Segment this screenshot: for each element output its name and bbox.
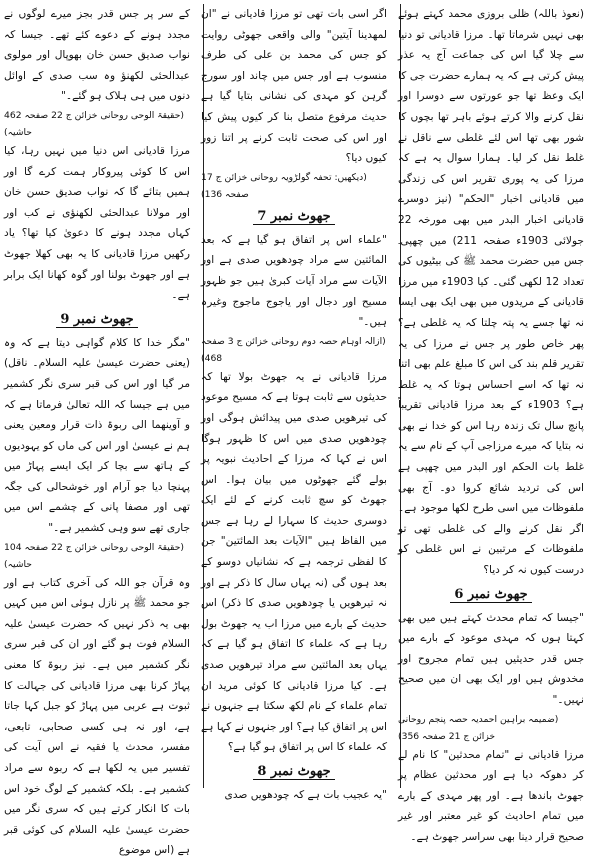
reference-citation: (ضمیمہ براہین احمدیہ حصہ پنجم روحانی خزائن ج 21 صفحہ 356) xyxy=(398,713,559,742)
reference-citation: (حقیقۃ الوحی روحانی خزائن ج 22 صفحہ 104 حاشیہ) xyxy=(4,541,184,570)
reference-citation: (حقیقۃ الوحی روحانی خزائن ج 22 صفحہ 462 حاشیہ) xyxy=(4,109,184,138)
paragraph: مرزا قادیانی اس دنیا میں نہیں رہا، کیا اس کا کوئی پیروکار ہمت کرے گا اور ہمیں بتائے گا کہ نواب صدیق حسن خان اور مولانا عبدالحئی لکھنؤی نے کب اور کہاں مجدد ہونے کا دعویٰ کیا تھا؟ یاد رکھیں مرزا قادیانی کا یہ بھی کھلا جھوٹ ہے اور جھوٹ بولنا اور گوہ کھانا ایک برابر ہے۔ xyxy=(4,144,190,302)
quotation: "یہ عجیب بات ہے کہ چودھویں صدی xyxy=(224,789,387,801)
section-heading-lie-8: جھوٹ نمبر 8 xyxy=(201,761,387,783)
reference-citation: (ازالہ اوہام حصہ دوم روحانی خزائن ج 3 صفحہ 468) xyxy=(201,335,386,364)
section-heading-lie-9: جھوٹ نمبر 9 xyxy=(4,309,190,331)
section-heading-lie-6: جھوٹ نمبر 6 xyxy=(398,584,584,606)
paragraph: وہ قرآن جو اللہ کی آخری کتاب ہے اور جو محمد ﷺ پر نازل ہوئی اس میں کہیں بھی یہ ذکر نہیں کہ حضرت عیسیٰ علیہ السلام فوت ہو گئے اور ان کی قبر سری نگر کشمیر میں ہے۔ نیز ربوۃ کا معنی پہاڑ کرنا بھی مرزا قادیانی کی جہالت کا ثبوت ہے عربی میں پہاڑ کو جبل کہا جاتا ہے، اور نہ ہی کسی صحابی، تابعی، مفسر، محدث یا فقیہ نے اس آیت کی تفسیر میں یہ لکھا ہے کہ ربوہ سے مراد کشمیر ہے۔ بلکہ کشمیر کے لوگ خود اس بات کا انکار کرتے ہیں کہ سری نگر میں حضرت عیسیٰ علیہ السلام کی کوئی قبر ہے (اس موضوع xyxy=(4,576,190,857)
quotation: "علماء اس پر اتفاق ہو گیا ہے کہ بعد المائتین سے مراد چودھویں صدی ہے اور الآیات سے مراد آیات کبریٰ ہیں جو ظہور مسیح اور دجال اور یاجوج ماجوج وغیرہ ہیں۔" xyxy=(201,233,387,329)
left-column xyxy=(4,4,190,857)
text-columns xyxy=(4,4,584,857)
reference-citation: (دیکھیں: تحفہ گولڑویہ روحانی خزائن ج 17 صفحہ 136) xyxy=(201,171,367,200)
quotation: "جیسا کہ تمام محدث کہتے ہیں میں بھی کہتا ہوں کہ مہدی موعود کے بارے میں جس قدر حدیثیں ہیں تمام مجروح اور مخدوش ہیں اور ایک بھی ان میں صحیح نہیں۔" xyxy=(398,611,584,706)
paragraph: مرزا قادیانی نے "تمام محدثین" کا نام لے کر دھوکہ دیا ہے اور محدثین عظام پر جھوٹ باندھا ہے۔ اور پھر مہدی کے بارے میں تمام احادیث کو غیر معتبر اور غیر صحیح قرار دینا بھی سراسر جھوٹ ہے۔ xyxy=(398,748,584,843)
section-heading-lie-7: جھوٹ نمبر 7 xyxy=(201,206,387,228)
paragraph: (نعوذ باللہ) ظلی بروزی محمد کہتے ہوئے بھی نہیں شرماتا تھا۔ مرزا قادیانی تو دنیا سے چلا گیا اس کی جماعت آج یہ عذر پیش کرتی ہے کہ یہ ہمارے حضرت جی کا ایک وعظ تھا جو عورتوں سے دوسرا اور نقل کرنے والا کرتے ہوئے باہر تھا بچوں کا شور بھی تھا اس لئے غلطی سے ناقل نے غلط نقل کر لیا۔ ہمارا سوال یہ ہے کہ مرزا کی یہ پوری تقریر اس کی زندگی میں قادیانی اخبار "الحکم" (نیز دوسرے قادیانی اخبار البدر میں بھی مورخہ 22 جولائی 1903ء صفحہ 211) میں چھپی۔ جس میں حضرت محمد ﷺ کی بیٹیوں کی تعداد 12 لکھی گئی۔ کیا 1903ء میں مرزا قادیانی کے مریدوں میں بھی ایک بھی ایسا نہ تھا جسے یہ پتہ چلتا کہ یہ غلطی ہے؟ پھر خاص طور پر جس نے مرزا کی یہ تقریر قلم بند کی اس کا مبلغ علم بھی اتنا نہ تھا کہ اسے احساس ہوتا کہ یہ غلط ہے؟ 1903ء کے بعد مرزا قادیانی تقریباً پانچ سال تک زندہ رہا اس کو خدا نے بھی نہ بتایا کہ میرے مرزاجی آپ کے نام سے یہ غلط بات الحکم اور البدر میں چھپی ہے اس کی تردید شائع کروا دو۔ آج بھی ملفوظات میں اسی طرح لکھا موجود ہے۔ اگر نقل کرنے والے کی غلطی تھی تو ملفوظات کے مرتبین نے اس غلطی کو درست کیوں نہ کر دیا؟ xyxy=(398,8,584,577)
paragraph: کے سر پر جس قدر بجز میرے لوگوں نے مجدد ہونے کے دعوے کئے تھے۔ جیسا کہ نواب صدیق حسن خان بھوپال اور مولوی عبدالحئی لکھنؤ وہ سب صدی کے اوائل دنوں میں ہی ہلاک ہو گئے۔" xyxy=(4,8,190,103)
right-column xyxy=(398,4,584,843)
middle-column xyxy=(201,4,387,801)
paragraph: مرزا قادیانی نے یہ جھوٹ بولا تھا کہ حدیثوں سے ثابت ہوتا ہے کہ مسیح موعود کی تیرھویں صدی میں پیدائش ہوگی اور چودھویں صدی میں اس کا ظہور ہوگا اس نے کہا کہ مرزا کے احادیث نبویہ پر بولے گئے جھوٹوں میں بیان ہوا۔ اس جھوٹ کو سچ ثابت کرنے کے لئے ایک دوسری حدیث کا سہارا لے رہا ہے جس میں الفاظ ہیں "الآیات بعد المائتین" جن کا لفظی ترجمہ ہے کہ نشانیاں دوسو کے بعد ہوں گی (نہ یہاں سال کا ذکر ہے اور نہ تیرھویں یا چودھویں صدی کا ذکر) اس حدیث کے بارے میں مرزا اب یہ جھوٹ بول رہا ہے کہ علماء کا اتفاق ہو گیا ہے کہ یہاں بعد المائتین سے مراد تیرھویں صدی ہے۔ کیا مرزا قادیانی کا کوئی مرید ان تمام علماء کے نام لکھ سکتا ہے جنہوں نے اس پر اتفاق کیا ہے؟ اور جنہوں نے کہا ہے کہ علماء کا اس پر اتفاق ہو گیا ہے؟ xyxy=(201,370,387,754)
paragraph: اگر اسی بات تھی تو مرزا قادیانی نے "ان لمھدینا آیتین" والی واقعی جھوٹی روایت کو جس کی محمد بن علی کی طرف منسوب ہے اور جس میں چاند اور سورج گرہن کو مہدی کی نشانی بتایا گیا ہے حدیث مرفوع متصل بنا کر کیوں پیش کیا اور اس کی صحت ثابت کرنے پر اتنا زور کیوں دیا؟ xyxy=(201,8,387,165)
quotation: "مگر خدا کا کلام گواہی دیتا ہے کہ وہ (یعنی حضرت عیسیٰ علیہ السلام۔ ناقل) مر گیا اور اس کی قبر سری نگر کشمیر میں ہے جیسا کہ اللہ تعالیٰ فرماتا ہے کہ و آوینھما الی ربوۃ ذات قرار ومعین یعنی ہم نے عیسیٰ اور اس کی ماں کو یہودیوں کے ہاتھ سے بچا کر ایک ایسے پہاڑ میں پہنچا دیا جو آرام اور خوشحالی کی جگہ تھی اور مصفا پانی کے چشمے اس میں جاری تھے سو وہی کشمیر ہے۔" xyxy=(4,336,190,535)
